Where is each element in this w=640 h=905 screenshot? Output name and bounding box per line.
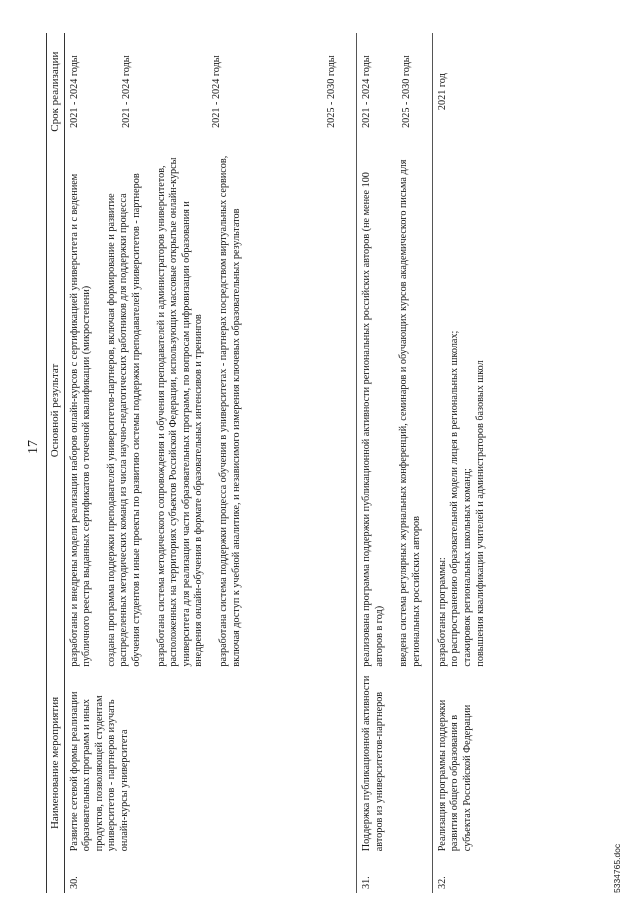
row-number: 32. [432,855,493,893]
row-terms [357,33,433,150]
result-line: по распространению образовательной модели лицея в региональных школах; [449,330,461,667]
row-results [432,150,493,670]
result-text: разработаны программы: [436,557,448,667]
row-name: Поддержка публикационной активности авторов из университетов-партнеров [357,671,433,856]
header-result: Основной результат [47,150,65,670]
result-text: реализована программа поддержки публикационной активности региональных российских авторов (не менее 100 авторов в год) [361,172,385,667]
row-terms [64,33,357,150]
header-name: Наименование мероприятия [47,671,65,856]
result-line: стажировок региональных школьных команд; [461,468,473,667]
header-term: Срок реализации [47,33,65,150]
table-header-row [47,33,65,893]
result-term: 2025 - 2030 годы [401,55,413,128]
result-term: 2021 - 2024 годы [68,55,80,128]
row-number: 31. [357,855,433,893]
result-text: разработана система поддержки процесса обучения в университетах - партнерах посредством виртуальных сервисов, включая доступ к учебной аналитике, и независимого измерения ключевых образовательных результатов [217,155,242,667]
result-term: 2021 - 2024 годы [120,55,132,128]
result-term: 2021 год [436,73,448,111]
result-line: повышения квалификации учителей и администраторов базовых школ [474,360,486,667]
row-name: Развитие сетевой формы реализации образовательных программ и иных продуктов, позволяющей студентам университетов - партнеров изучать онлайн-курсы университета [68,691,130,852]
result-term: 2021 - 2024 годы [210,55,222,128]
table-row [64,33,357,893]
table-row [432,33,493,893]
row-name: Реализация программы поддержки развития общего образования в субъектах Российской Федерации [432,671,493,856]
result-text: разработаны и внедрены модели реализации наборов онлайн-курсов с сертификацией университета и с ведением публичного реестра выданных сертификатов о точечной квалификации (микростепени) [68,173,93,667]
table-row [357,33,433,893]
row-results [357,150,433,670]
row-terms [432,33,493,150]
header-number [47,855,65,893]
result-text: введена система регулярных журнальных конференций, семинаров и обучающих курсов академического письма для региональных российских авторов [398,159,422,667]
result-text: разработана система методического сопровождения и обучения преподавателей и администраторов университетов, расположенных на территориях субъектов Российской Федерации, использующих массовые открытые онлайн-курсы университета для реализации части образовательных программ, по вопросам цифровизации образования и внедрения онлайн-обучения в формате образовательных интенсивов и тренингов [155,157,205,667]
row-number: 30. [68,876,80,889]
result-text: создана программа поддержки преподавателей университетов-партнеров, включая формирование и развитие распределенных методических команд из числа научно-педагогических работников для поддержки процесса обучения студентов и иные проекты по развитию системы поддержки преподавателей университетов - партнеров [105,173,142,667]
page-number: 17 [26,440,41,454]
result-term: 2021 - 2024 годы [361,55,373,128]
activities-table [46,33,493,893]
document-id: 5334765.doc [612,843,622,893]
result-term: 2025 - 2030 годы [325,55,337,128]
row-results [64,150,357,670]
